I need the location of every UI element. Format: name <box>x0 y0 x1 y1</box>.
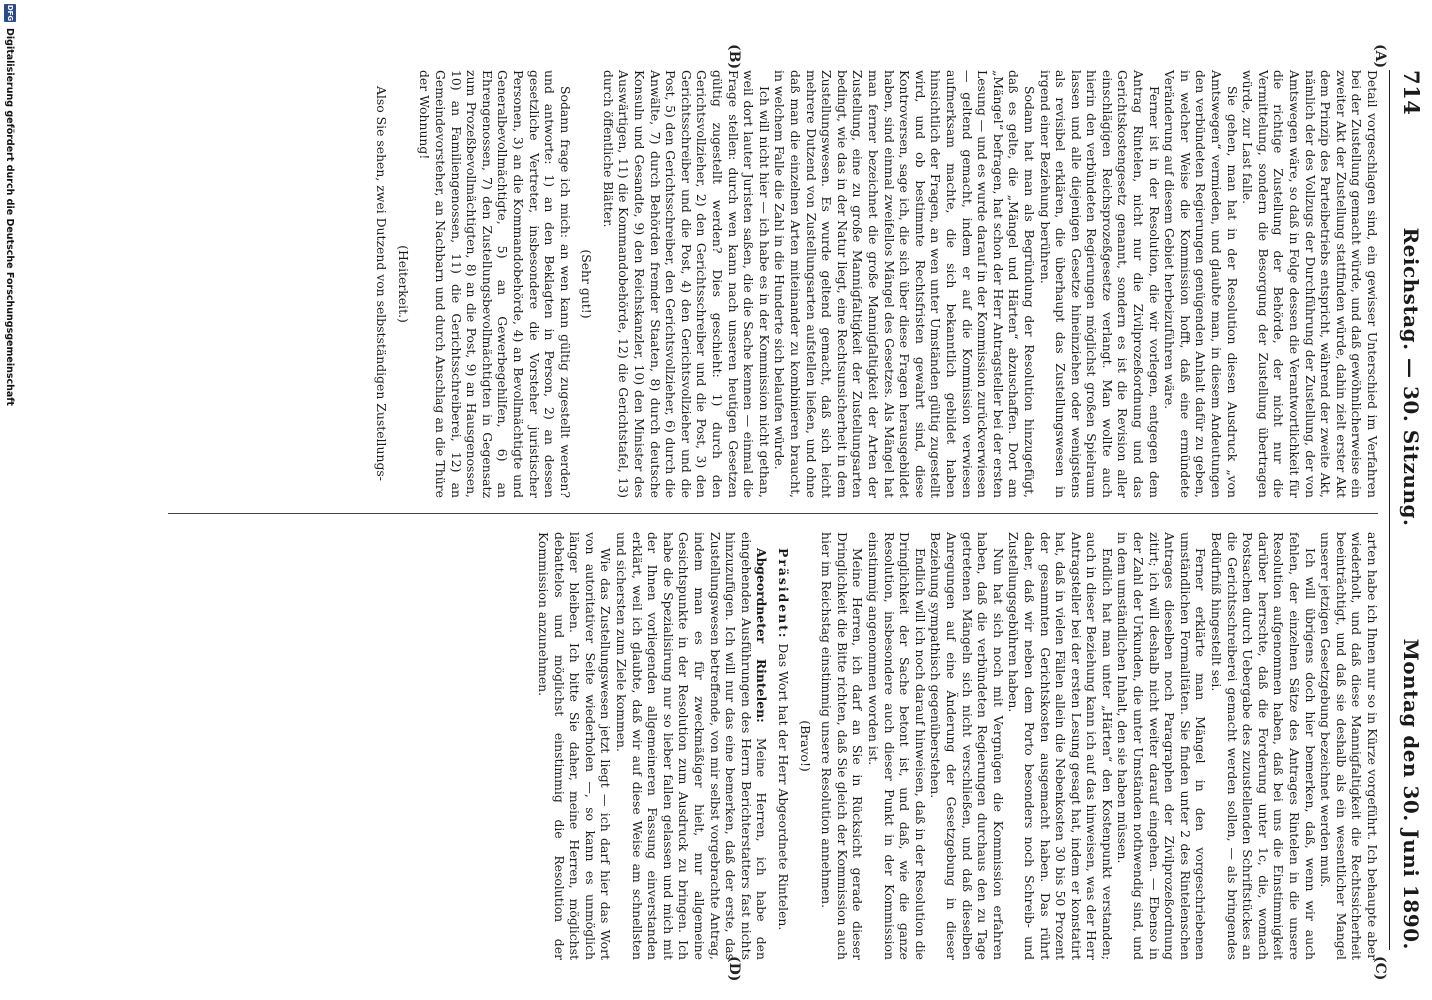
paragraph: arten habe ich Ihnen nur so in Kürze vorgeführt. Ich behaupte aber wiederholt, und daß diese Mannigfaltigkeit die Rechtssicherheit beeinträchtigt, und daß sie deshalb als ein wesentlicher Mangel unserer jetzigen Gesetzgebung bezeichnet werden muß. <box>1318 532 1380 960</box>
paragraph: Nun hat sich noch mit Vergnügen die Kommission erfahren haben, daß die verbündeten Regierungen durchaus den zu Tage getretenen Mängeln sich nicht verschließen, und daß dieselben Anregungen auf eine Änderung der Gesetzgebung in dieser Beziehung sympathisch gegenüberstehen. <box>928 532 1006 960</box>
paragraph: Wie das Zustellungswesen jetzt liegt — ich darf hier das Wort von autoritativer Seite wiederholen —, so kann es unmöglich länger bleiben. Ich bitte Sie daher, meine Herren, möglichst debattelos und möglichst einstimmig die Resolution der Kommission anzunehmen. <box>536 532 614 960</box>
rintelen-statement <box>614 532 770 960</box>
paragraph: Ich will nicht hier — ich habe es in der Kommission nicht gethan, weil dort lauter Juristen saßen, die die Sache kennen — einmal die Frage stellen: durch wen kann nach unseren heutigen Gesetzen gültig zugestellt werden? Dies geschieht: 1) durch den Gerichtsvollzieher, 2) den Gerichtsschreiber und die Post, 3) den Gerichtsschreiber und die Post, 4) den Gerichtsvollzieher und die Post, 5) den Gerichtsschreiber, den Gerichtsvollzieher, 6) durch die Anwälte, 7) durch Behörden fremder Staaten, 8) durch deutsche Konsuln und Gesandte, 9) den Reichskanzler, 10) den Minister des Auswärtigen, 11) die Kommandobehörde, 12) die Gerichtstafel, 13) durch öffentliche Blätter. <box>600 70 772 498</box>
page-date: Montag den 30. Juni 1890. <box>1399 638 1423 950</box>
paragraph: Detail vorgeschlagen sind, ein gewisser Unterschied im Verfahren bei der Zustellung gemacht würde, und daß gewöhnlicherweise ein zweiter Akt der Zustellung stattfinden würde, dahin zielt erster Akt dem Prinzip des Parteibetriebs entspricht, während der zweite Akt, nämlich der des Vollzugs der Durchführung der Zustellung, der von Amtswegen wäre, so daß in Folge dessen die Verantwortlichkeit für die richtige Zustellung der Behörde, der nicht nur die Vermittelung, sondern die Besorgung der Zustellung übertragen würde, zur Last falle. <box>1240 70 1380 498</box>
statement-text: Meine Herren, ich habe den eingehenden Ausführungen des Herrn Berichterstatters fast nichts hinzuzufügen. Ich will nur das eine bemerken, daß der erste, das Zustellungswesen betreffende, von mir selbst vorgebrachte Antrag, indem man es für zweckmäßiger hielt, nur allgemeine Gesichtspunkte in der Resolution zum Ausdruck zu bringen. Ich habe die Spezialisirung nur so lieber fallen gelassen und mich mit der Ihnen vorliegenden allgemeineren Fassung einverstanden erklärt, weil ich glaubte, daß wir auf diese Weise am schnellsten und sichersten zum Ziele kommen. <box>614 532 770 960</box>
paragraph: Endlich hat man unter „Härten“ den Kostenpunkt verstanden; auch in dieser Beziehung kann ich auf das hinweisen, was der Herr Antragsteller bei der ersten Lesung gesagt hat, indem er konstatirt hat, daß in vielen Fällen allein die Nebenkosten 30 bis 50 Prozent der gesammten Gerichtskosten ausgemacht haben. Das rührt daher, daß wir neben dem Porto besonders noch Schreib- und Zustellungsgebühren haben. <box>1006 532 1115 960</box>
interjection: (Heiterkeit.) <box>395 245 411 323</box>
paragraph: Meine Herren, ich darf an Sie in Rücksicht gerade dieser Dringlichkeit die Bitte richten, daß Sie gleich der Kommission auch hier im Reichstag einstimmig unsere Resolution annehmen. <box>819 532 866 960</box>
paragraph: Sodann frage ich mich: an wen kann gültig zugestellt werden? und antworte: 1) an den Beklagten in Person, 2) an dessen gesetzliche Vertreter, insbesondere die Vorsteher juristischer Personen, 3) an die Kommandobehörde, 4) an Bevollmächtigte und Generalbevollmächtigte, 5) an Gewerbegehilfen, 6) an Ehrengenossen, 7) den Zustellungsbevollmächtigten in Gegensatz zum Prozeßbevollmächtigten, 8) an die Post, 9) an Hausgenossen, 10) an Familiengenossen, 11) die Gerichtsschreiberei, 12) an Gemeindevorsteher, an Nachbarn und durch Anschlag an die Thüre der Wohnung! <box>417 70 573 498</box>
margin-mark-c: (C) <box>1372 956 1388 981</box>
paragraph: Also Sie sehen, zwei Dutzend von selbstständigen Zustellungs- <box>374 86 390 481</box>
president-statement <box>775 532 791 960</box>
page-number: 714 <box>1399 70 1424 116</box>
speaker-name: Präsident: <box>776 548 792 640</box>
margin-mark-d: (D) <box>726 956 742 982</box>
paragraph: Endlich will ich noch darauf hinweisen, daß in der Resolution die Dringlichkeit der Sache betont ist, und daß, wie die ganze Resolution, insbesondere auch dieser Punkt in der Kommission einstimmig angenommen worden ist. <box>866 532 928 960</box>
right-column <box>536 532 1380 960</box>
page-header <box>1389 70 1424 950</box>
dfg-logo-icon: DFG <box>6 4 14 22</box>
paragraph: Ich will übrigens doch hier bemerken, daß, wenn wir auch fehlen, der einzelnen Sätze des Antrages Rintelen in die unsere Resolution aufgenommen haben, daß bei uns die Einstimmigkeit darüber herrschte, daß die Forderung unter 1c, die, womach Postsachen durch Uebergabe des zuzustellenden Schriftstückes an die Gerichtsschreiberei gemacht werden sollen, — als bringendes Bedürfniß hingestellt sei. <box>1209 532 1318 960</box>
interjection: (Sehr gut!) <box>579 249 595 319</box>
column-divider <box>168 513 1378 514</box>
running-title: Reichstag. — 30. Sitzung. <box>1399 227 1423 527</box>
digitization-footer <box>0 0 20 1000</box>
interjection: (Bravo!) <box>797 720 813 772</box>
paragraph: Ferner erklärte man Mängel in den vorgeschriebenen umständlichen Formalitäten. Sie finden unter 2 des Rintelenschen Antrages dieselben noch Paragraphen der Zivilprozeßordnung zitirt; ich will deshalb nicht weiter darauf eingehen. — Ebenso in der Zahl der Urkunden, die unter Umständen nothwendig sind, und in dem umständlichen Inhalt, den sie haben müssen. <box>1115 532 1209 960</box>
statement-text: Das Wort hat der Herr Abgeordnete Rintelen. <box>776 643 792 931</box>
margin-mark-a: (A) <box>1372 44 1388 69</box>
margin-mark-b: (B) <box>726 44 742 70</box>
paragraph: Sie gehen, man hat in der Resolution diesen Ausdruck „von Amtswegen“ vermieden, und glaubte man, in diesem Andeutungen den verbündeten Regierungen genügenden Anhalt dafür zu geben, in welcher Weise die Kommission hofft, daß eine ermündete Veränderung auf diesem Gebiet herbeizuführen wäre. <box>1162 70 1240 498</box>
paragraph: Ferner ist in der Resolution, die wir vorlegen, entgegen dem Antrag Rintelen, nicht nur die Zivilprozeßordnung und das Gerichtskostengesetz genannt, sondern es ist die Revision aller einschlägigen Reichsprozeßgesetze verlangt. Man wollte auch hierin den verbündeten Regierungen möglichst großen Spielraum lassen und alle diejenigen Gesetze hineinziehen oder wenigstens als revisibel erklären, die überhaupt das Zustellungswesen in irgend einer Beziehung berühren. <box>1037 70 1162 498</box>
speaker-name: Abgeordneter Rintelen: <box>754 548 770 723</box>
footer-text: Digitalisierung gefördert durch die Deutsche Forschungsgemeinschaft <box>4 28 16 406</box>
left-column <box>374 70 1380 498</box>
paragraph: Sodann hat man als Begründung der Resolution hinzugefügt, daß es gelte, die „Mängel und Härten“ abzuschaffen. Dort am „Mängel“ befragen, hat schon der Herr Antragsteller bei der ersten Lesung — und es wurde darauf in der Kommission zurückverwiesen — geltend gemacht, indem er auf die Kommission verwiesen aufmerksam machte, die sich bekanntlich gebildet haben hinsichtlich der Fragen, an wen unter Umständen gültig zugestellt wird, und ob bestimmte Rechtsfristen gewahrt sind, diese Kontroversen, sage ich, die sich über diese Fragen herausgebildet haben, sind einmal zweifellos Mängel des Gesetzes. Als Mängel hat man ferner bezeichnet die große Mannigfaltigkeit der Arten der Zustellung, eine zu große Mannigfaltigkeit der Zustellungsarten bedingt, wie das in der Natur liegt, eine Rechtsunsicherheit in dem Zustellungswesen. Es wurde geltend gemacht, daß sich leicht mehrere Dutzend von Zustellungsarten aufstellen ließen, und ohne daß man die einzelnen Arten miteinander zu kombinieren braucht, in welchem Falle die Zahl in die Hunderte sich belaufen würde. <box>772 70 1037 498</box>
